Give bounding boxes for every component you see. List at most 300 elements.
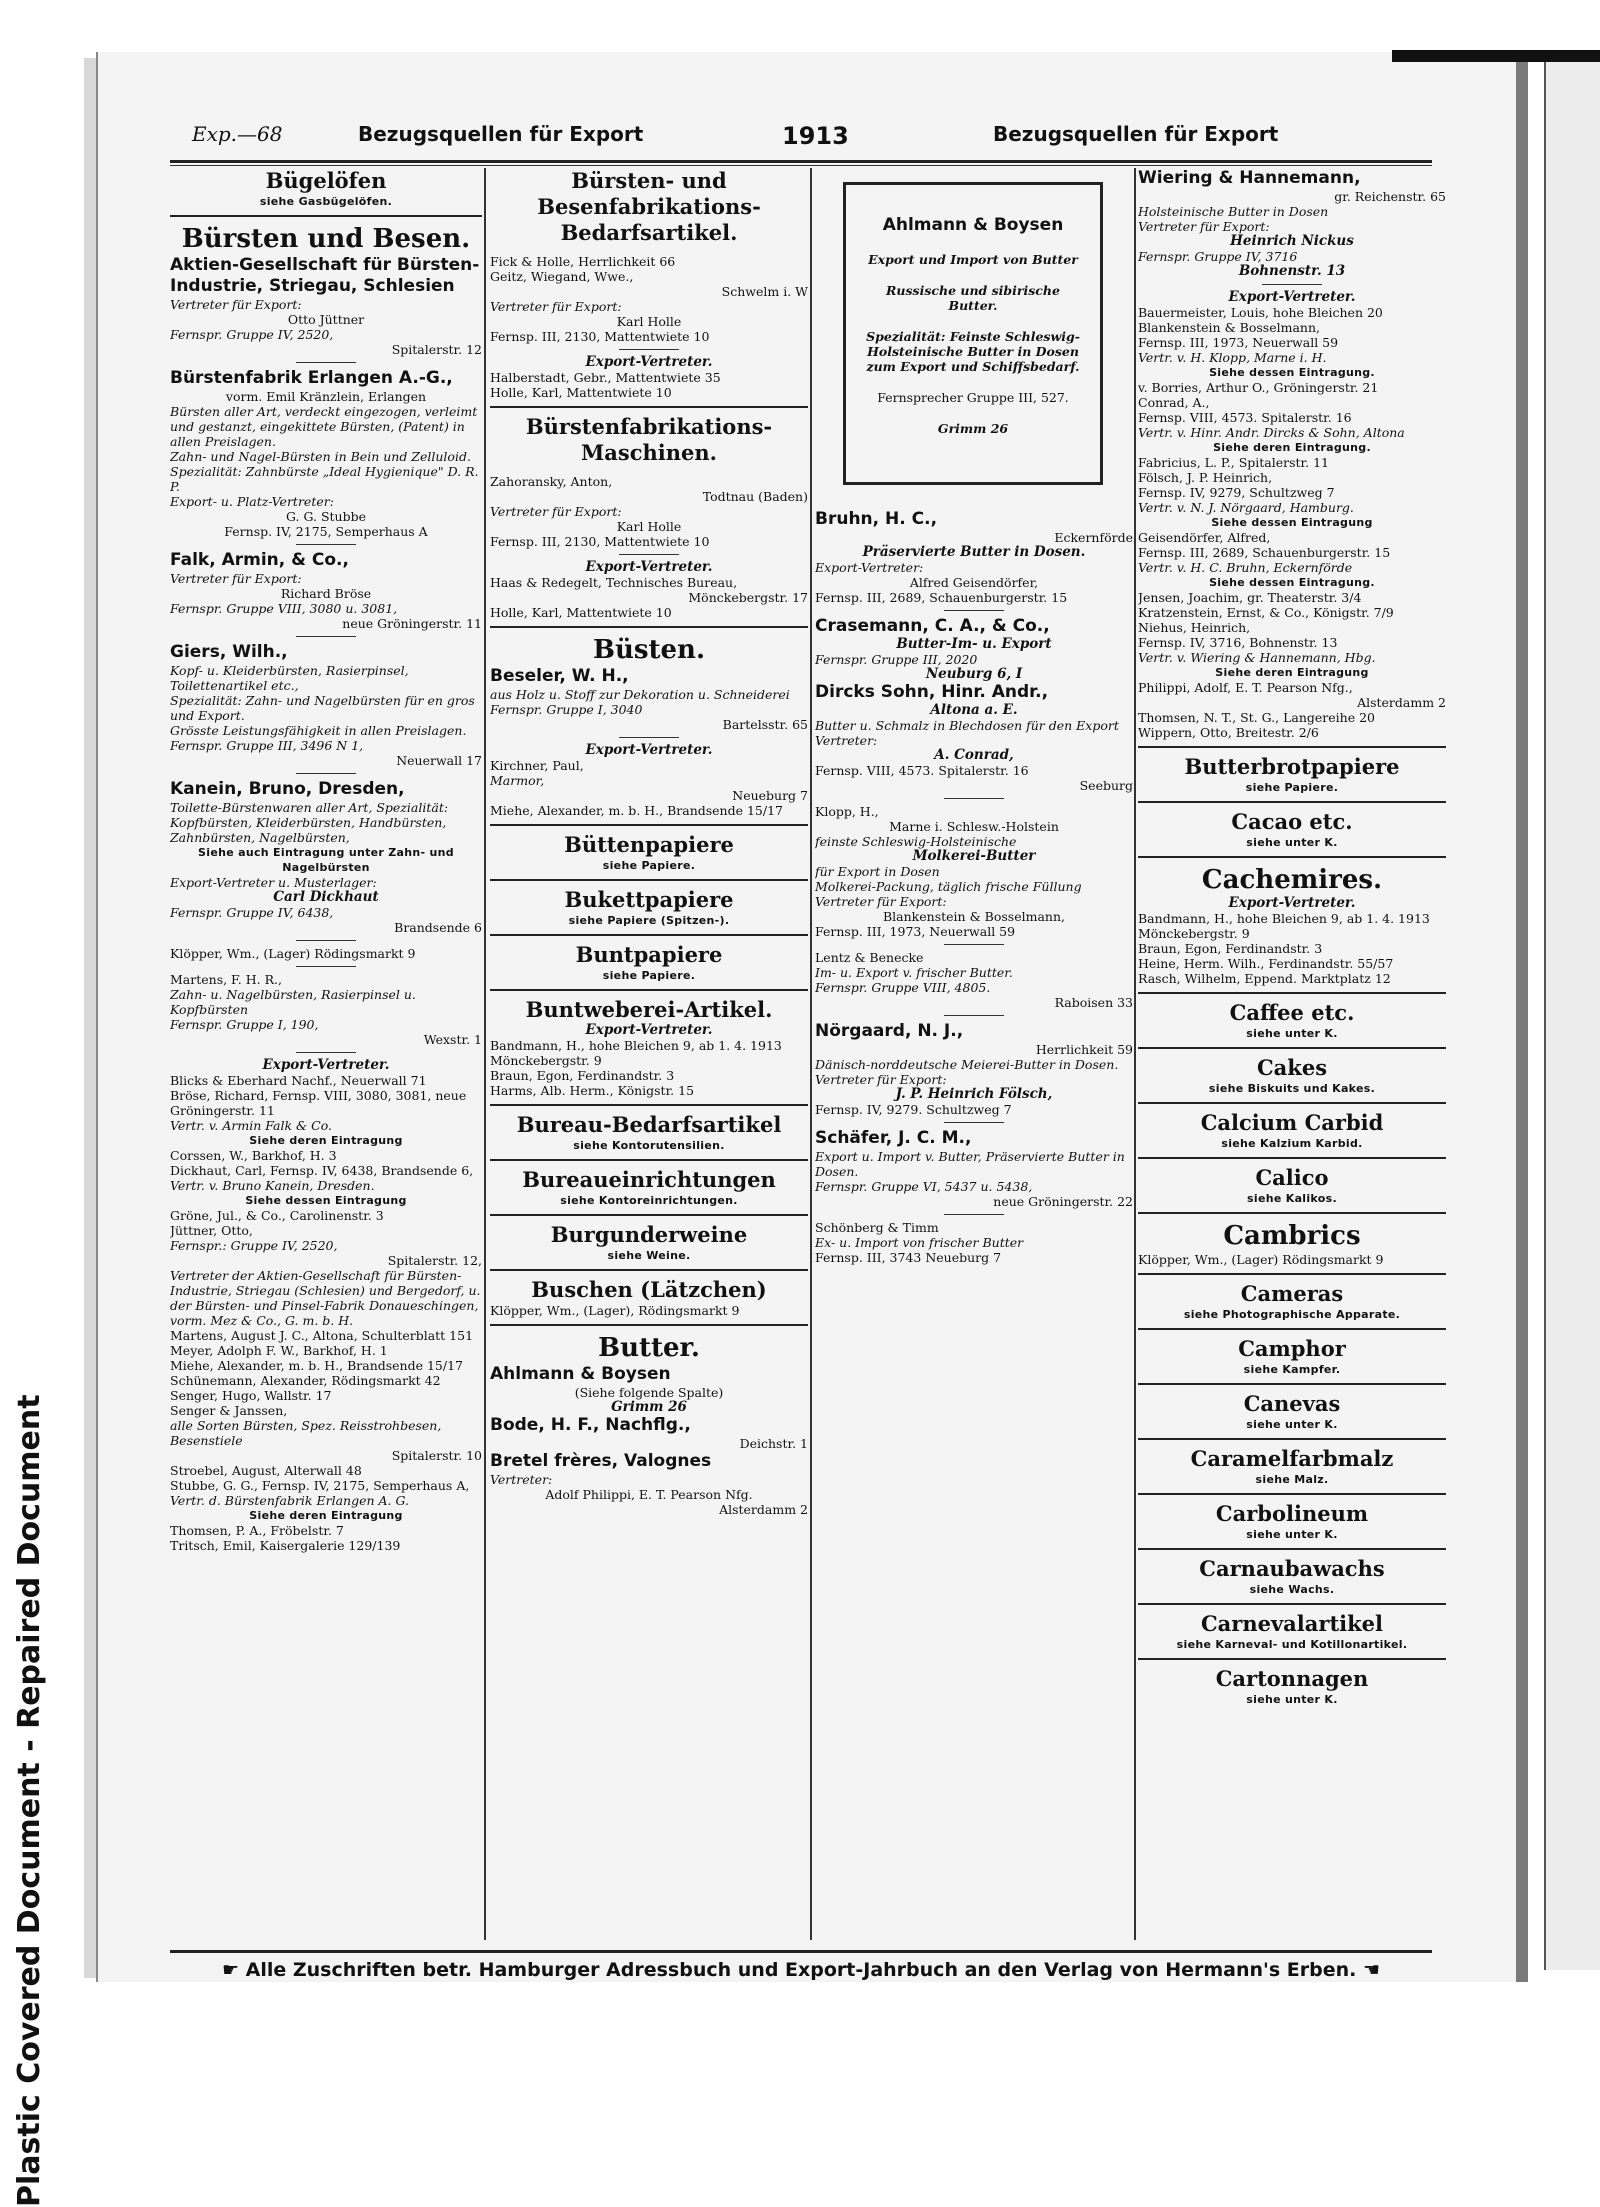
entry-line: Zahoransky, Anton,	[490, 474, 613, 489]
entry-line: Jüttner, Otto,	[170, 1223, 253, 1238]
section-heading: Bureaueinrichtungen	[522, 1167, 776, 1192]
section-heading: Buntweberei-Artikel.	[525, 997, 773, 1022]
entry-line: Karl Holle	[616, 314, 682, 329]
section-rule	[1138, 1603, 1446, 1605]
entry-note: für Export in Dosen	[815, 864, 940, 879]
section-rule	[944, 798, 1004, 799]
entry-line: Klopp, H.,	[815, 804, 879, 819]
section-rule	[296, 362, 356, 363]
entry-note: Fernspr. Gruppe III, 2020	[815, 652, 978, 667]
entry-note: Vertreter für Export:	[1138, 219, 1270, 234]
entry-note: Fernspr. Gruppe VI, 5437 u. 5438,	[815, 1179, 1033, 1194]
entry-note: alle Sorten Bürsten, Spez. Reisstrohbesen, Besenstiele	[170, 1418, 442, 1448]
entry-note: Toilette-Bürstenwaren aller Art, Spezialität: Kopfbürsten, Kleiderbürsten, Handbürsten, Zahnbürsten, Nagelbürsten,	[170, 800, 449, 845]
entry-line: Fernsp. VIII, 4573. Spitalerstr. 16	[1138, 410, 1352, 425]
section-heading: Canevas	[1243, 1391, 1341, 1416]
subheading: Export-Vertreter.	[585, 1022, 713, 1038]
advert-line: Russische und sibirische Butter.	[886, 283, 1060, 313]
section-rule	[1138, 1328, 1446, 1330]
entry-note: Vertreter:	[490, 1472, 553, 1487]
firm-name: Bruhn, H. C.,	[815, 509, 938, 529]
entry-line: Stroebel, August, Alterwall 48	[170, 1463, 362, 1478]
section-rule	[490, 1269, 808, 1271]
section-heading: Camphor	[1238, 1336, 1346, 1361]
cross-reference: siehe unter K.	[1246, 1418, 1338, 1431]
entry-note: Im- u. Export v. frischer Butter.	[815, 965, 1013, 980]
subheading: Molkerei-Butter	[912, 848, 1036, 864]
section-rule	[1138, 1548, 1446, 1550]
section-heading: Cachemires.	[1201, 865, 1383, 895]
page-edge	[84, 58, 96, 1978]
cross-reference: Siehe deren Eintragung	[1215, 666, 1369, 679]
section-rule	[490, 1214, 808, 1216]
entry-line: Dickhaut, Carl, Fernsp. IV, 6438, Brandsende 6,	[170, 1163, 474, 1178]
entry-note: Vertreter für Export:	[490, 299, 622, 314]
section-rule	[490, 824, 808, 826]
section-rule	[296, 773, 356, 774]
entry-line: Corssen, W., Barkhof, H. 3	[170, 1148, 337, 1163]
column-divider	[810, 168, 812, 1940]
entry-line: Martens, August J. C., Altona, Schulterblatt 151	[170, 1328, 474, 1343]
subheading: Butter-Im- u. Export	[896, 636, 1052, 652]
subheading: J. P. Heinrich Fölsch,	[895, 1086, 1053, 1102]
entry-line: Halberstadt, Gebr., Mattentwiete 35	[490, 370, 721, 385]
advert-firm: Ahlmann & Boysen	[882, 215, 1064, 235]
section-heading: Cameras	[1240, 1281, 1344, 1306]
entry-address: Spitalerstr. 12	[391, 342, 482, 357]
cross-reference: siehe Photographische Apparate.	[1183, 1308, 1401, 1321]
section-heading: Calico	[1255, 1165, 1329, 1190]
subheading: A. Conrad,	[934, 747, 1014, 763]
entry-note: Zahn- und Nagel-Bürsten in Bein und Zelluloid.	[170, 449, 471, 464]
section-rule	[619, 737, 679, 738]
cross-reference: siehe unter K.	[1246, 1528, 1338, 1541]
subheading: Export-Vertreter.	[1228, 289, 1356, 305]
entry-note: Molkerei-Packung, täglich frische Füllung	[815, 879, 1082, 894]
entry-note: Vertr. v. N. J. Nörgaard, Hamburg.	[1138, 500, 1354, 515]
page-number: Exp.—68	[192, 122, 283, 146]
section-rule	[1138, 1273, 1446, 1275]
advert-line: Export und Import von Butter	[868, 252, 1078, 267]
entry-line: Stubbe, G. G., Fernsp. IV, 2175, Semperhaus A,	[170, 1478, 470, 1493]
side-label: Plastic Covered Document - Repaired Document	[12, 1394, 47, 2207]
entry-line: Fabricius, L. P., Spitalerstr. 11	[1138, 455, 1330, 470]
entry-note: Vertr. v. Armin Falk & Co.	[170, 1118, 332, 1133]
subheading: Export-Vertreter.	[585, 742, 713, 758]
entry-line: Adolf Philippi, E. T. Pearson Nfg.	[545, 1487, 753, 1502]
entry-note: Vertreter für Export:	[170, 297, 302, 312]
section-rule	[490, 989, 808, 991]
entry-line: Fernsp. III, 2130, Mattentwiete 10	[490, 329, 710, 344]
cross-reference: siehe Kalikos.	[1247, 1192, 1337, 1205]
cross-reference: siehe Kalzium Karbid.	[1221, 1137, 1363, 1150]
section-rule	[490, 934, 808, 936]
section-rule	[1138, 1157, 1446, 1159]
section-heading: Buschen (Lätzchen)	[531, 1277, 767, 1302]
entry-line: Marne i. Schlesw.-Holstein	[889, 819, 1059, 834]
section-rule	[1138, 992, 1446, 994]
entry-note: Vertreter für Export:	[490, 504, 622, 519]
entry-line: Haas & Redegelt, Technisches Bureau,	[490, 575, 738, 590]
entry-line: Geitz, Wiegand, Wwe.,	[490, 269, 634, 284]
column-divider	[1134, 168, 1136, 1940]
entry-note: Fernspr. Gruppe III, 3496 N 1,	[170, 738, 364, 753]
cross-reference: siehe unter K.	[1246, 1693, 1338, 1706]
entry-note: Grösste Leistungsfähigkeit in allen Preislagen.	[170, 723, 467, 738]
entry-line: Martens, F. H. R.,	[170, 972, 282, 987]
entry-line: Fölsch, J. P. Heinrich,	[1138, 470, 1273, 485]
entry-line: Klöpper, Wm., (Lager), Rödingsmarkt 9	[490, 1303, 740, 1318]
section-heading: Butter.	[598, 1333, 700, 1363]
section-rule	[944, 1015, 1004, 1016]
advert-phone: Fernsprecher Gruppe III, 527.	[877, 390, 1069, 405]
cross-reference: Siehe deren Eintragung	[249, 1134, 403, 1147]
entry-note: Kopf- u. Kleiderbürsten, Rasierpinsel, Toilettenartikel etc.,	[170, 663, 409, 693]
section-rule	[490, 626, 808, 628]
subheading: Carl Dickhaut	[273, 889, 379, 905]
firm-name: Bretel frères, Valognes	[490, 1451, 712, 1471]
entry-note: Vertr. v. Bruno Kanein, Dresden.	[170, 1178, 375, 1193]
section-heading: Büsten.	[592, 635, 706, 665]
advert-box	[843, 182, 1103, 485]
header-rule-thin	[170, 165, 1432, 166]
subheading: Grimm 26	[611, 1399, 687, 1415]
section-rule	[490, 406, 808, 408]
header-rule	[170, 160, 1432, 163]
entry-address: Alsterdamm 2	[1357, 695, 1446, 710]
section-rule	[619, 554, 679, 555]
entry-line: Holle, Karl, Mattentwiete 10	[490, 605, 672, 620]
entry-note: Vertr. v. Hinr. Andr. Dircks & Sohn, Altona	[1138, 425, 1405, 440]
cross-reference: siehe Papiere.	[602, 969, 696, 982]
section-rule	[1138, 1658, 1446, 1660]
cross-reference: siehe Kontorutensilien.	[573, 1139, 725, 1152]
entry-line: Wippern, Otto, Breitestr. 2/6	[1138, 725, 1319, 740]
section-heading: Bürstenfabrikations-Maschinen.	[525, 414, 773, 465]
entry-note: Bürsten aller Art, verdeckt eingezogen, verleimt und gestanzt, eingekittete Bürsten, (Patent) in allen Preislagen.	[170, 404, 478, 449]
cross-reference: siehe Malz.	[1255, 1473, 1329, 1486]
section-heading: Butterbrotpapiere	[1184, 754, 1400, 779]
entry-note: Vertr. v. H. C. Bruhn, Eckernförde	[1138, 560, 1353, 575]
entry-line: Fernsp. III, 3743 Neueburg 7	[815, 1250, 1002, 1265]
entry-line: Senger, Hugo, Wallstr. 17	[170, 1388, 332, 1403]
entry-address: Neueburg 7	[732, 788, 808, 803]
entry-line: Rasch, Wilhelm, Eppend. Marktplatz 12	[1138, 971, 1391, 986]
column-1	[170, 168, 482, 1940]
cross-reference: Siehe deren Eintragung	[249, 1509, 403, 1522]
binding-gap	[1528, 52, 1544, 1982]
entry-line: Bauermeister, Louis, hohe Bleichen 20	[1138, 305, 1383, 320]
entry-address: Alsterdamm 2	[719, 1502, 808, 1517]
entry-note: Fernspr. Gruppe IV, 2520,	[170, 327, 334, 342]
next-page-edge	[1544, 60, 1600, 1970]
subheading: Heinrich Nickus	[1230, 233, 1354, 249]
cross-reference: siehe Wachs.	[1249, 1583, 1335, 1596]
firm-name: Dircks Sohn, Hinr. Andr.,	[815, 682, 1049, 702]
firm-name: Schäfer, J. C. M.,	[815, 1128, 972, 1148]
entry-note: aus Holz u. Stoff zur Dekoration u. Schneiderei	[490, 687, 790, 702]
section-rule	[296, 966, 356, 967]
firm-name: Beseler, W. H.,	[490, 666, 629, 686]
entry-line: Miehe, Alexander, m. b. H., Brandsende 15/17	[170, 1358, 464, 1373]
firm-name: Bürstenfabrik Erlangen A.-G.,	[170, 368, 453, 388]
entry-line: Bandmann, H., hohe Bleichen 9, ab 1. 4. 1913 Mönckebergstr. 9	[1138, 911, 1430, 941]
section-rule	[1138, 1212, 1446, 1214]
entry-note: Vertreter für Export:	[815, 1072, 947, 1087]
entry-line: Conrad, A.,	[1138, 395, 1210, 410]
section-rule	[490, 1159, 808, 1161]
firm-name: Nörgaard, N. J.,	[815, 1021, 964, 1041]
section-rule	[619, 349, 679, 350]
entry-line: Schönberg & Timm	[815, 1220, 939, 1235]
entry-line: Harms, Alb. Herm., Königstr. 15	[490, 1083, 695, 1098]
entry-note: Export- u. Platz-Vertreter:	[170, 494, 334, 509]
section-rule	[296, 544, 356, 545]
entry-note: Vertr. v. Wiering & Hannemann, Hbg.	[1138, 650, 1376, 665]
cross-reference: siehe unter K.	[1246, 836, 1338, 849]
entry-line: Karl Holle	[616, 519, 682, 534]
entry-line: Schünemann, Alexander, Rödingsmarkt 42	[170, 1373, 441, 1388]
section-heading: Bürsten- und Besenfabrikations-Bedarfsartikel.	[537, 168, 761, 245]
entry-line: Klöpper, Wm., (Lager) Rödingsmarkt 9	[1138, 1252, 1384, 1267]
entry-line: Kratzenstein, Ernst, & Co., Königstr. 7/9	[1138, 605, 1394, 620]
cross-reference: Siehe dessen Eintragung.	[1209, 576, 1375, 589]
section-heading: Bürsten und Besen.	[181, 224, 471, 254]
cross-reference: siehe Kontoreinrichtungen.	[560, 1194, 738, 1207]
entry-line: vorm. Emil Kränzlein, Erlangen	[225, 389, 427, 404]
entry-note: Holsteinische Butter in Dosen	[1138, 204, 1329, 219]
entry-line: Alfred Geisendörfer,	[909, 575, 1039, 590]
section-heading: Cambrics	[1223, 1221, 1361, 1251]
entry-note: Butter u. Schmalz in Blechdosen für den Export	[815, 718, 1119, 733]
entry-line: G. G. Stubbe	[285, 509, 366, 524]
section-heading: Büttenpapiere	[564, 832, 734, 857]
scan-border-top	[1392, 50, 1600, 62]
subheading: Bohnenstr. 13	[1238, 263, 1346, 279]
entry-note: Fernspr. Gruppe I, 3040	[490, 702, 643, 717]
section-heading: Cacao etc.	[1231, 809, 1353, 834]
entry-line: Fernsp. III, 2689, Schauenburgerstr. 15	[1138, 545, 1391, 560]
entry-line: (Siehe folgende Spalte)	[574, 1385, 724, 1400]
entry-line: Fernsp. VIII, 4573. Spitalerstr. 16	[815, 763, 1029, 778]
section-heading: Burgunderweine	[550, 1222, 748, 1247]
section-rule	[490, 1324, 808, 1326]
year: 1913	[782, 122, 849, 150]
entry-line: Blankenstein & Bosselmann,	[883, 909, 1065, 924]
entry-line: Fernsp. IV, 3716, Bohnenstr. 13	[1138, 635, 1338, 650]
page-footer: ☛ Alle Zuschriften betr. Hamburger Adressbuch und Export-Jahrbuch an den Verlag von Hermann's Erben. ☚	[170, 1950, 1432, 1989]
entry-note: Fernspr. Gruppe IV, 6438,	[170, 905, 334, 920]
entry-note: Zahn- u. Nagelbürsten, Rasierpinsel u. Kopfbürsten	[170, 987, 416, 1017]
section-rule	[170, 215, 482, 217]
cross-reference: siehe Karneval- und Kotillonartikel.	[1176, 1638, 1408, 1651]
page-header	[170, 122, 1430, 152]
firm-name: Aktien-Gesellschaft für Bürsten-Industrie, Striegau, Schlesien	[170, 255, 480, 296]
entry-note: Fernspr. Gruppe I, 190,	[170, 1017, 319, 1032]
subheading: Export-Vertreter.	[1228, 895, 1356, 911]
firm-name: Kanein, Bruno, Dresden,	[170, 779, 405, 799]
subheading: Export-Vertreter.	[585, 559, 713, 575]
entry-address: Herrlichkeit 59	[1035, 1042, 1133, 1057]
spacer	[490, 466, 808, 474]
advert-address: Grimm 26	[937, 421, 1009, 436]
section-heading: Carnevalartikel	[1200, 1611, 1384, 1636]
section-rule	[944, 944, 1004, 945]
entry-note: Fernspr. Gruppe VIII, 4805.	[815, 980, 991, 995]
entry-note: Export u. Import v. Butter, Präservierte Butter in Dosen.	[815, 1149, 1125, 1179]
section-rule	[296, 940, 356, 941]
entry-line: Fick & Holle, Herrlichkeit 66	[490, 254, 676, 269]
entry-address: Wexstr. 1	[423, 1032, 482, 1047]
column-4	[1138, 168, 1446, 1940]
cross-reference: siehe Kampfer.	[1243, 1363, 1341, 1376]
entry-address: neue Gröningerstr. 11	[342, 616, 482, 631]
entry-address: neue Gröningerstr. 22	[993, 1194, 1133, 1209]
cross-reference: Siehe deren Eintragung.	[1213, 441, 1371, 454]
section-rule	[490, 879, 808, 881]
entry-line: Gröne, Jul., & Co., Carolinenstr. 3	[170, 1208, 384, 1223]
cross-reference: Siehe dessen Eintragung	[1211, 516, 1373, 529]
firm-name: Giers, Wilh.,	[170, 642, 288, 662]
section-heading: Caffee etc.	[1229, 1000, 1355, 1025]
section-heading: Carbolineum	[1215, 1501, 1369, 1526]
section-rule	[944, 610, 1004, 611]
firm-name: Bode, H. F., Nachflg.,	[490, 1415, 691, 1435]
section-rule	[1138, 1047, 1446, 1049]
firm-name: Ahlmann & Boysen	[490, 1364, 671, 1384]
entry-line: Blicks & Eberhard Nachf., Neuerwall 71	[170, 1073, 427, 1088]
entry-address: Mönckebergstr. 17	[688, 590, 808, 605]
column-divider	[484, 168, 486, 1940]
cross-reference: Siehe dessen Eintragung.	[1209, 366, 1375, 379]
cross-reference: siehe unter K.	[1246, 1027, 1338, 1040]
entry-note: Export-Vertreter:	[815, 560, 924, 575]
entry-line: Heine, Herm. Wilh., Ferdinandstr. 55/57	[1138, 956, 1394, 971]
entry-line: Thomsen, P. A., Fröbelstr. 7	[170, 1523, 344, 1538]
entry-note: Spezialität: Zahn- und Nagelbürsten für en gros und Export.	[170, 693, 475, 723]
section-heading: Cakes	[1256, 1055, 1328, 1080]
entry-address: Deichstr. 1	[739, 1436, 808, 1451]
section-heading: Carnaubawachs	[1199, 1556, 1385, 1581]
entry-note: Spezialität: Zahnbürste „Ideal Hygienique" D. R. P.	[170, 464, 479, 494]
entry-note: Dänisch-norddeutsche Meierei-Butter in Dosen.	[815, 1057, 1119, 1072]
section-rule	[1138, 1102, 1446, 1104]
entry-line: v. Borries, Arthur O., Gröningerstr. 21	[1138, 380, 1379, 395]
section-rule	[296, 636, 356, 637]
section-heading: Buntpapiere	[575, 942, 723, 967]
entry-address: Eckernförde	[1054, 530, 1133, 545]
entry-line: Geisendörfer, Alfred,	[1138, 530, 1271, 545]
entry-line: Fernsp. III, 2689, Schauenburgerstr. 15	[815, 590, 1068, 605]
firm-name: Crasemann, C. A., & Co.,	[815, 616, 1050, 636]
entry-line: Braun, Egon, Ferdinandstr. 3	[490, 1068, 675, 1083]
entry-line: Braun, Egon, Ferdinandstr. 3	[1138, 941, 1323, 956]
subheading: Neuburg 6, I	[925, 666, 1023, 682]
entry-address: Bartelsstr. 65	[722, 717, 808, 732]
section-rule	[1138, 1438, 1446, 1440]
section-rule	[1138, 746, 1446, 748]
entry-line: Otto Jüttner	[287, 312, 365, 327]
entry-address: Seeburg	[1079, 778, 1133, 793]
subheading: Export-Vertreter.	[585, 354, 713, 370]
entry-line: Meyer, Adolph F. W., Barkhof, H. 1	[170, 1343, 388, 1358]
section-rule	[490, 1104, 808, 1106]
firm-name: Wiering & Hannemann,	[1138, 168, 1361, 188]
section-rule	[1138, 801, 1446, 803]
entry-line: Fernsp. III, 2130, Mattentwiete 10	[490, 534, 710, 549]
subheading: Export-Vertreter.	[262, 1057, 390, 1073]
entry-address: Todtnau (Baden)	[702, 489, 808, 504]
section-heading: Calcium Carbid	[1200, 1110, 1384, 1135]
entry-line: Fernsp. IV, 9279. Schultzweg 7	[815, 1102, 1012, 1117]
section-rule	[944, 1214, 1004, 1215]
section-rule	[1138, 1493, 1446, 1495]
entry-note: Ex- u. Import von frischer Butter	[815, 1235, 1024, 1250]
section-heading: Bukettpapiere	[564, 887, 734, 912]
cross-reference: Siehe dessen Eintragung	[245, 1194, 407, 1207]
entry-line: Klöpper, Wm., (Lager) Rödingsmarkt 9	[170, 946, 416, 961]
entry-line: Lentz & Benecke	[815, 950, 924, 965]
entry-note: Vertreter für Export:	[170, 571, 302, 586]
entry-line: Thomsen, N. T., St. G., Langereihe 20	[1138, 710, 1375, 725]
binding-shadow	[1516, 52, 1528, 1982]
entry-address: Schwelm i. W	[721, 284, 808, 299]
entry-line: Fernsp. IV, 9279, Schultzweg 7	[1138, 485, 1335, 500]
entry-line: Fernsp. IV, 2175, Semperhaus A	[224, 524, 428, 539]
subheading: Präservierte Butter in Dosen.	[862, 544, 1086, 560]
subheading: Altona a. E.	[930, 702, 1018, 718]
entry-note: Vertreter:	[815, 733, 878, 748]
section-heading: Cartonnagen	[1215, 1666, 1369, 1691]
scan-border-left	[0, 0, 47, 2207]
section-rule	[296, 1052, 356, 1053]
entry-note: Fernspr. Gruppe IV, 3716	[1138, 249, 1298, 264]
entry-note: feinste Schleswig-Holsteinische	[815, 834, 1017, 849]
cross-reference: siehe Gasbügelöfen.	[259, 195, 393, 208]
entry-line: Bandmann, H., hohe Bleichen 9, ab 1. 4. 1913 Mönckebergstr. 9	[490, 1038, 782, 1068]
entry-address: Spitalerstr. 12,	[387, 1253, 482, 1268]
spacer	[490, 246, 808, 254]
entry-line: Philippi, Adolf, E. T. Pearson Nfg.,	[1138, 680, 1353, 695]
entry-note: Vertreter für Export:	[815, 894, 947, 909]
entry-note: Vertr. v. H. Klopp, Marne i. H.	[1138, 350, 1327, 365]
entry-line: Blankenstein & Bosselmann,	[1138, 320, 1320, 335]
entry-line: Tritsch, Emil, Kaisergalerie 129/139	[170, 1538, 401, 1553]
entry-line: Fernsp. III, 1973, Neuerwall 59	[815, 924, 1016, 939]
column-2	[490, 168, 808, 1940]
entry-line: Bröse, Richard, Fernsp. VIII, 3080, 3081, neue Gröningerstr. 11	[170, 1088, 467, 1118]
entry-address: Raboisen 33	[1054, 995, 1133, 1010]
entry-note: Fernspr.: Gruppe IV, 2520,	[170, 1238, 338, 1253]
cross-reference: siehe Papiere (Spitzen-).	[568, 914, 730, 927]
entry-line: Niehus, Heinrich,	[1138, 620, 1251, 635]
section-heading: Bureau-Bedarfsartikel	[516, 1112, 782, 1137]
section-rule	[1138, 856, 1446, 858]
section-rule	[1262, 284, 1322, 285]
entry-note: Export-Vertreter u. Musterlager:	[170, 875, 377, 890]
cross-reference: siehe Biskuits und Kakes.	[1208, 1082, 1376, 1095]
cross-reference: siehe Weine.	[607, 1249, 691, 1262]
entry-line: Jensen, Joachim, gr. Theaterstr. 3/4	[1138, 590, 1362, 605]
column-3-entries	[815, 509, 1133, 1265]
cross-reference: siehe Papiere.	[602, 859, 696, 872]
advert-line: Spezialität: Feinste Schleswig-Holsteinische Butter in Dosen zum Export und Schiffsbedarf.	[866, 329, 1080, 374]
cross-reference: Siehe auch Eintragung unter Zahn- und Nagelbürsten	[198, 846, 454, 874]
cross-reference: siehe Papiere.	[1245, 781, 1339, 794]
entry-line: Senger & Janssen,	[170, 1403, 288, 1418]
entry-note: Marmor,	[490, 773, 545, 788]
section-heading: Bügelöfen	[265, 168, 387, 193]
